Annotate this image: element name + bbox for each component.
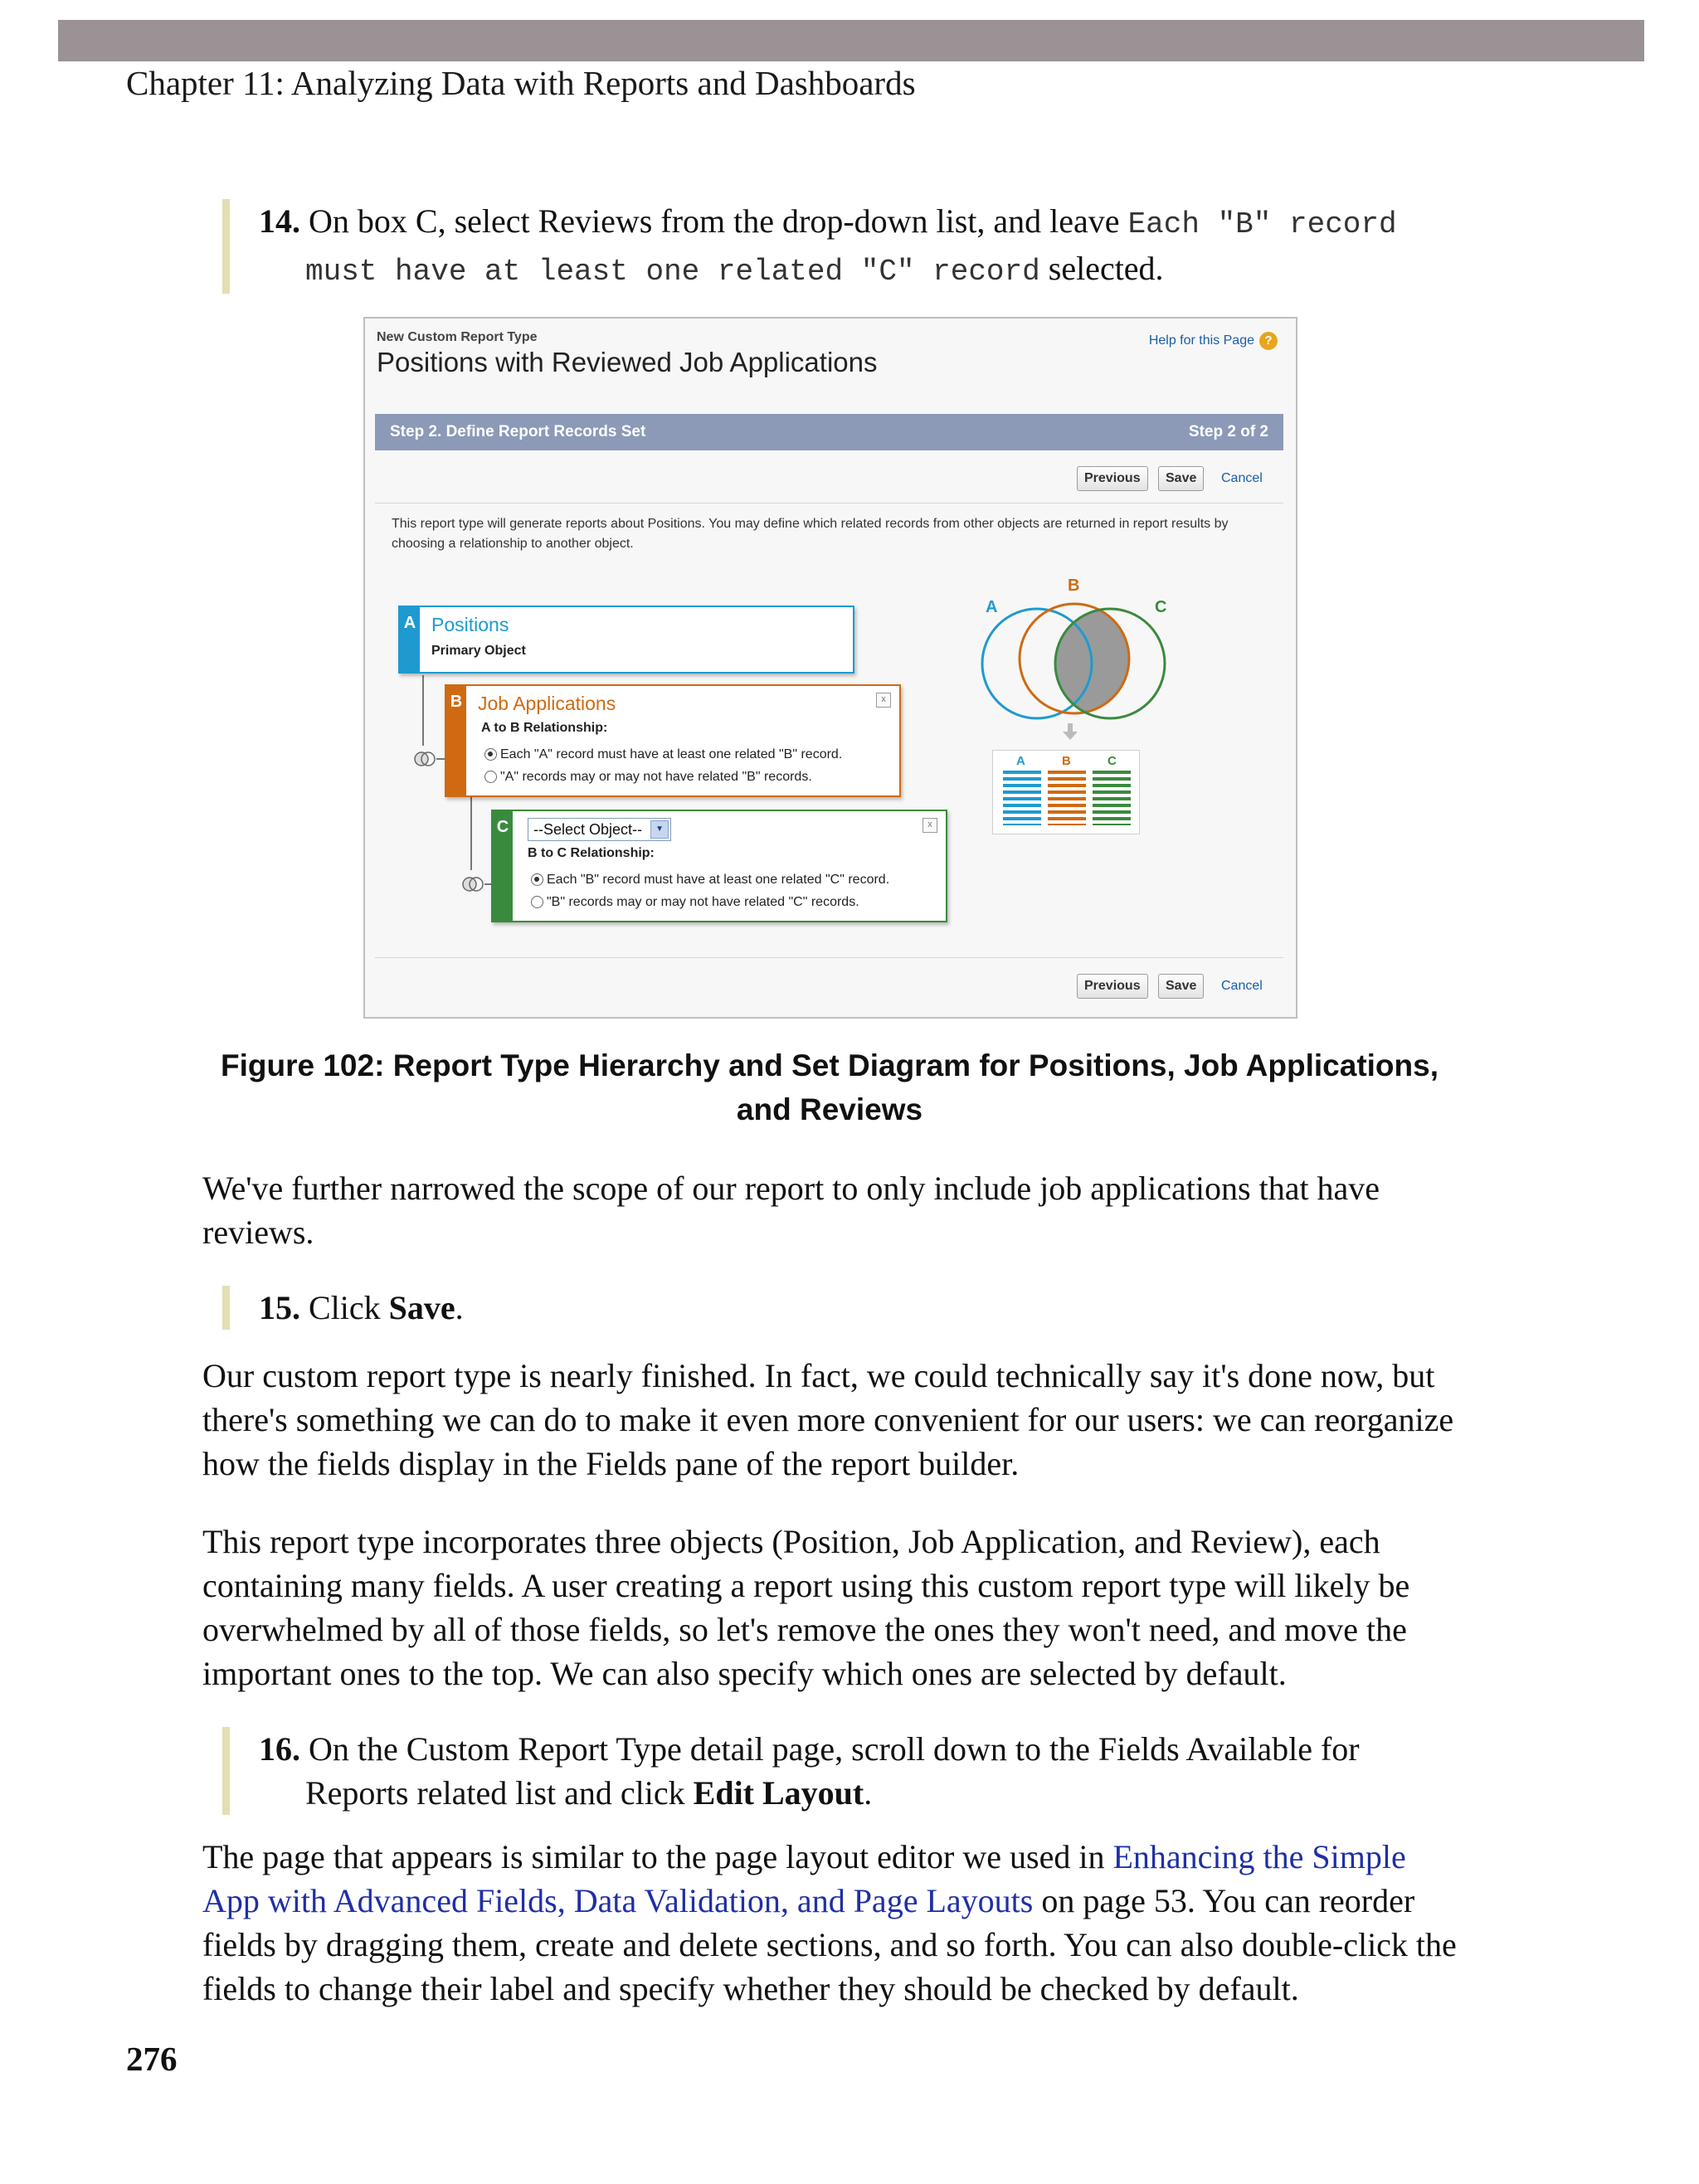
report-type-screenshot — [363, 317, 1297, 1019]
paragraph: We've further narrowed the scope of our report to only include job applications that have reviews. — [202, 1170, 1380, 1251]
step-count: Step 2 of 2 — [1188, 423, 1268, 440]
previous-button[interactable]: Previous — [1077, 466, 1148, 491]
chapter-title: Chapter 11: Analyzing Data with Reports and Dashboards — [126, 64, 916, 102]
step-16 — [222, 1727, 1360, 1815]
figure-caption — [166, 1043, 1493, 1131]
object-box-b — [445, 684, 901, 797]
option-label: Each "A" record must have at least one related "B" record. — [500, 747, 843, 761]
object-box-a — [398, 606, 854, 674]
caption-line: Figure 102: Report Type Hierarchy and Set Diagram for Positions, Job Applications, — [221, 1048, 1439, 1082]
previous-button[interactable]: Previous — [1077, 974, 1148, 999]
close-icon[interactable]: x — [923, 818, 937, 833]
step-end: . — [864, 1774, 873, 1812]
object-name-job-applications: Job Applications — [478, 693, 616, 714]
step-end: . — [455, 1289, 464, 1326]
object-name-positions: Positions — [431, 614, 509, 635]
step-code: must have at least one related "C" record — [305, 255, 1040, 289]
page-number: 276 — [126, 2040, 178, 2078]
chevron-down-icon[interactable]: ▼ — [650, 820, 669, 839]
object-subtitle: Primary Object — [431, 644, 526, 658]
step-text: Reports related list and click — [305, 1774, 685, 1812]
step-number: 15. — [259, 1289, 300, 1326]
box-letter-b: B — [446, 686, 466, 795]
save-button[interactable]: Save — [1158, 466, 1204, 491]
venn-label-a: A — [986, 598, 998, 616]
paragraph: Our custom report type is nearly finished. In fact, we could technically say it's done now, but there's something we can do to make it even more convenient for our users: we can reorganize how the fields display in the Fields pane of the report builder. — [202, 1357, 1454, 1482]
help-icon[interactable]: ? — [1259, 332, 1278, 350]
relationship-label: B to C Relationship: — [528, 846, 655, 860]
arrow-down-icon — [1063, 723, 1078, 740]
caption-line: and Reviews — [736, 1092, 923, 1126]
step-bold: Save — [388, 1289, 455, 1326]
radio-unselected[interactable] — [484, 771, 497, 783]
step-15 — [222, 1286, 464, 1330]
option-label: Each "B" record must have at least one related "C" record. — [547, 873, 890, 887]
box-letter-c: C — [493, 811, 513, 921]
column-rows-c — [1093, 771, 1131, 825]
box-letter-a: A — [400, 607, 420, 672]
column-rows-a — [1003, 771, 1041, 825]
option-label: "B" records may or may not have related "C" records. — [547, 895, 859, 909]
step-bold: Edit Layout — [693, 1774, 864, 1812]
select-value: --Select Object-- — [533, 821, 643, 838]
venn-label-c: C — [1155, 598, 1167, 616]
column-header-b: B — [1062, 754, 1071, 768]
object-select[interactable] — [528, 818, 671, 841]
radio-selected[interactable] — [531, 873, 543, 886]
relationship-label: A to B Relationship: — [481, 721, 608, 735]
step-text: selected. — [1048, 250, 1164, 287]
step-label: Step 2. Define Report Records Set — [390, 423, 646, 440]
relationship-option-required[interactable] — [484, 747, 842, 762]
paragraph — [202, 1835, 1463, 2011]
radio-selected[interactable] — [484, 748, 497, 761]
step-number: 14. — [259, 202, 300, 240]
relationship-option-optional[interactable] — [484, 770, 812, 785]
step-text: Click — [309, 1289, 381, 1326]
step-header — [375, 414, 1283, 450]
description-text: This report type will generate reports about Positions. You may define which related records from other objects are returned in report results by choosing a relationship to another object. — [392, 517, 1229, 551]
object-box-c — [491, 810, 947, 922]
save-button[interactable]: Save — [1158, 974, 1204, 999]
cross-reference-link[interactable]: Enhancing the Simple App with Advanced Fields, Data Validation, and Page Layouts — [202, 1838, 1406, 1919]
relationship-option-required[interactable] — [531, 873, 889, 888]
venn-label-b: B — [1068, 576, 1080, 595]
close-icon[interactable]: x — [876, 693, 891, 708]
step-14 — [222, 199, 1503, 294]
help-link-label: Help for this Page — [1148, 333, 1254, 348]
paragraph-text: on page 53. You can reorder fields by dragging them, create and delete sections, and so forth. You can also double-click the fields to change their label and specify whether they should be checked by default. — [202, 1882, 1457, 2007]
step-number: 16. — [259, 1730, 300, 1768]
paragraph-text: The page that appears is similar to the page layout editor we used in — [202, 1838, 1105, 1875]
column-header-c: C — [1108, 754, 1117, 768]
step-text: On box C, select Reviews from the drop-down list, and leave — [309, 202, 1120, 240]
step-text: On the Custom Report Type detail page, scroll down to the Fields Available for — [309, 1730, 1360, 1768]
paragraph: This report type incorporates three objects (Position, Job Application, and Review), each containing many fields. A user creating a report using this custom report type will likely be overwhelmed by all of those fields, so let's remove the ones they won't need, and move the important ones to the top. We can also specify which ones are selected by default. — [202, 1523, 1410, 1692]
option-label: "A" records may or may not have related "B" records. — [500, 770, 812, 784]
column-header-a: A — [1016, 754, 1025, 768]
result-table — [992, 750, 1140, 834]
page-title: Positions with Reviewed Job Applications — [377, 347, 878, 377]
column-rows-b — [1048, 771, 1086, 825]
page-subtitle: New Custom Report Type — [377, 330, 538, 344]
divider — [375, 957, 1283, 958]
cancel-link[interactable]: Cancel — [1221, 471, 1263, 485]
help-link[interactable] — [1149, 332, 1278, 350]
step-code: Each "B" record — [1127, 207, 1397, 241]
radio-unselected[interactable] — [531, 896, 543, 908]
relationship-option-optional[interactable] — [531, 895, 859, 910]
cancel-link[interactable]: Cancel — [1221, 979, 1263, 993]
header-bar — [58, 20, 1644, 61]
